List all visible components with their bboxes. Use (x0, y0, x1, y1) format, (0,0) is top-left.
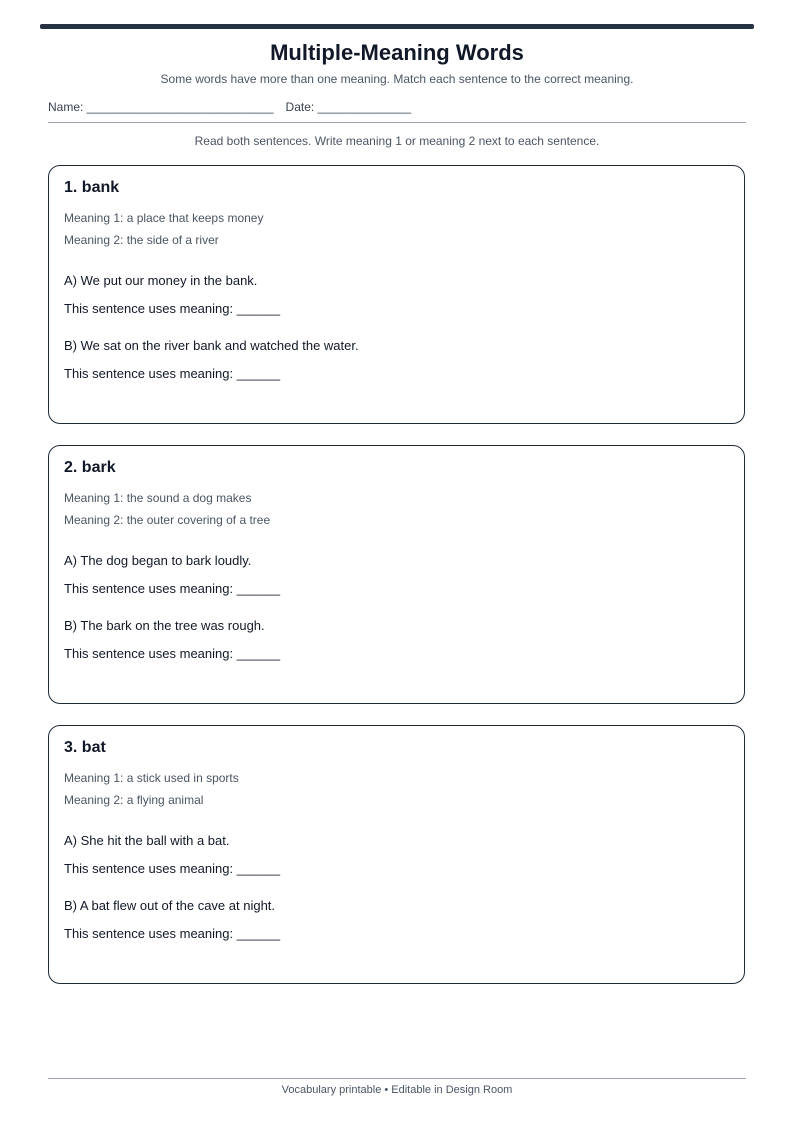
sentence-b: B) The bark on the tree was rough. (64, 618, 265, 633)
name-date-row (48, 99, 411, 115)
footer-divider (48, 1078, 746, 1079)
meaning-1: Meaning 1: a place that keeps money (64, 211, 264, 225)
card-heading: 3. bat (64, 739, 106, 756)
word-card-bank (48, 165, 745, 424)
sentence-b: B) We sat on the river bank and watched the water. (64, 338, 359, 353)
name-field[interactable]: Name: ____________________________ (48, 100, 274, 114)
sentence-a: A) The dog began to bark loudly. (64, 553, 252, 568)
card-heading: 1. bank (64, 179, 120, 196)
page-subtitle: Some words have more than one meaning. Match each sentence to the correct meaning. (160, 72, 634, 86)
answer-blank-a[interactable]: This sentence uses meaning: ______ (64, 581, 281, 596)
sentence-b: B) A bat flew out of the cave at night. (64, 898, 276, 913)
meaning-1: Meaning 1: the sound a dog makes (64, 491, 252, 505)
word-card-bark (48, 445, 745, 704)
date-field[interactable]: Date: ______________ (285, 100, 411, 114)
instructions: Read both sentences. Write meaning 1 or meaning 2 next to each sentence. (194, 134, 600, 148)
sentence-a: A) She hit the ball with a bat. (64, 833, 230, 848)
answer-blank-a[interactable]: This sentence uses meaning: ______ (64, 861, 281, 876)
meaning-2: Meaning 2: a flying animal (64, 793, 204, 807)
answer-blank-b[interactable]: This sentence uses meaning: ______ (64, 366, 281, 381)
page-title: Multiple-Meaning Words (270, 40, 524, 65)
word-card-bat (48, 725, 745, 984)
meaning-2: Meaning 2: the outer covering of a tree (64, 513, 271, 527)
footer-text: Vocabulary printable • Editable in Design Room (281, 1084, 513, 1096)
answer-blank-a[interactable]: This sentence uses meaning: ______ (64, 301, 281, 316)
sentence-a: A) We put our money in the bank. (64, 273, 258, 288)
meaning-1: Meaning 1: a stick used in sports (64, 771, 239, 785)
top-rule (40, 24, 754, 29)
answer-blank-b[interactable]: This sentence uses meaning: ______ (64, 926, 281, 941)
answer-blank-b[interactable]: This sentence uses meaning: ______ (64, 646, 281, 661)
meaning-2: Meaning 2: the side of a river (64, 233, 219, 247)
card-heading: 2. bark (64, 459, 116, 476)
header-divider (48, 122, 746, 123)
